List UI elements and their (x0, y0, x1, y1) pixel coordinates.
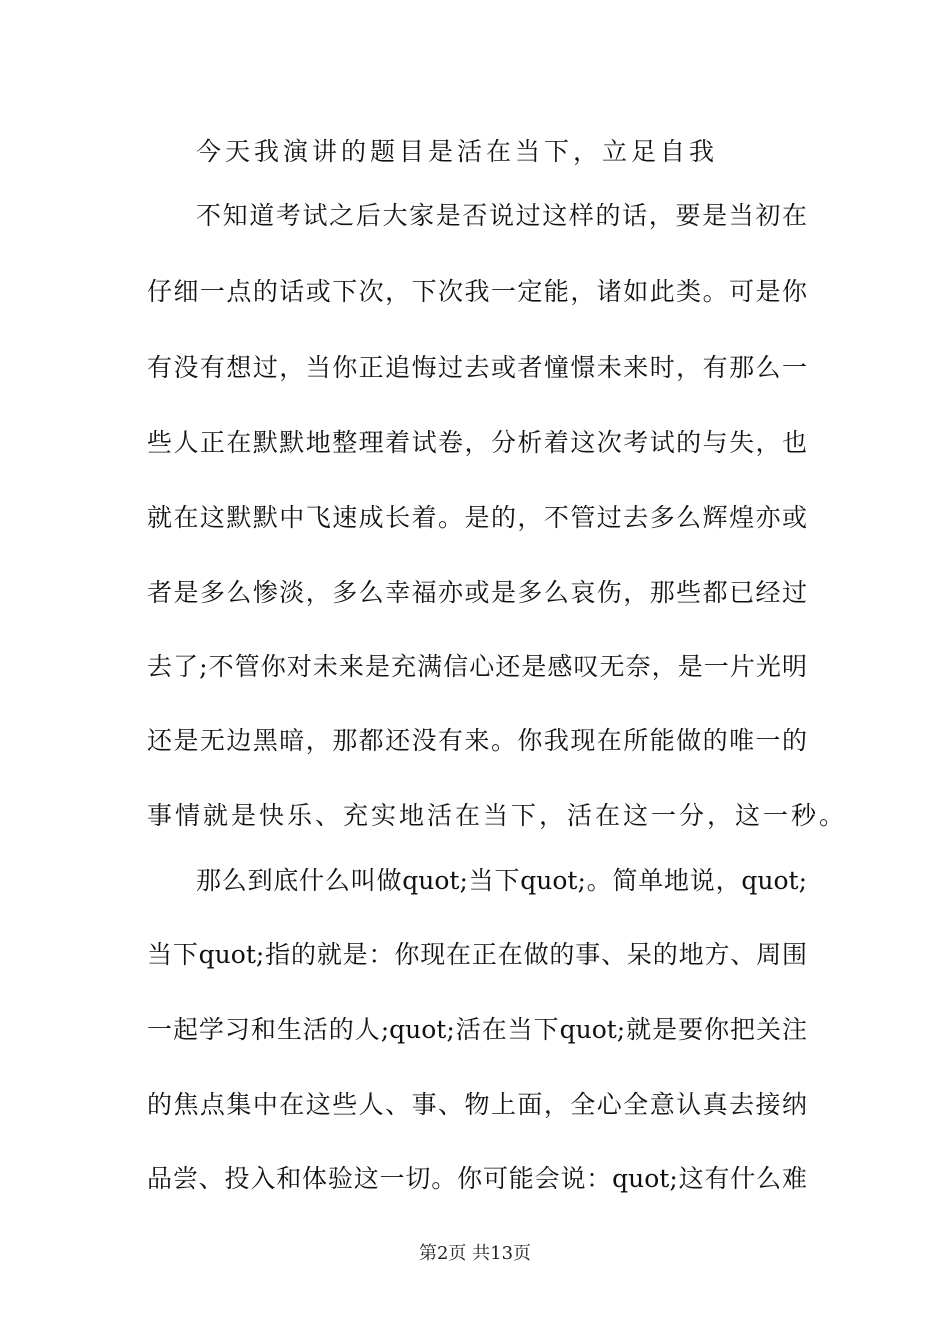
paragraph-line: 事情就是快乐、充实地活在当下，活在这一分，这一秒。 (147, 801, 848, 830)
paragraph-line: 品尝、投入和体验这一切。你可能会说：quot;这有什么难 (147, 1164, 807, 1193)
page-number-footer: 第2页 共13页 (418, 1243, 532, 1264)
paragraph-line: 一起学习和生活的人;quot;活在当下quot;就是要你把关注 (147, 1015, 807, 1044)
paragraph-line: 当下quot;指的就是：你现在正在做的事、呆的地方、周围 (147, 940, 807, 969)
paragraph-line: 还是无边黑暗，那都还没有来。你我现在所能做的唯一的 (147, 726, 807, 755)
paragraph-line: 些人正在默默地整理着试卷，分析着这次考试的与失，也 (147, 428, 807, 457)
paragraph-line: 那么到底什么叫做quot;当下quot;。简单地说，quot; (196, 866, 807, 895)
paragraph-line: 的焦点集中在这些人、事、物上面，全心全意认真去接纳 (147, 1090, 807, 1119)
paragraph-line: 仔细一点的话或下次，下次我一定能，诸如此类。可是你 (147, 277, 807, 306)
paragraph-line: 不知道考试之后大家是否说过这样的话，要是当初在 (196, 201, 807, 230)
paragraph-line: 今天我演讲的题目是活在当下，立足自我 (196, 137, 719, 166)
paragraph-line: 者是多么惨淡，多么幸福亦或是多么哀伤，那些都已经过 (147, 578, 807, 607)
paragraph-line: 就在这默默中飞速成长着。是的，不管过去多么辉煌亦或 (147, 503, 807, 532)
paragraph-line: 有没有想过，当你正追悔过去或者憧憬未来时，有那么一 (147, 353, 807, 382)
paragraph-line: 去了;不管你对未来是充满信心还是感叹无奈，是一片光明 (147, 652, 807, 681)
